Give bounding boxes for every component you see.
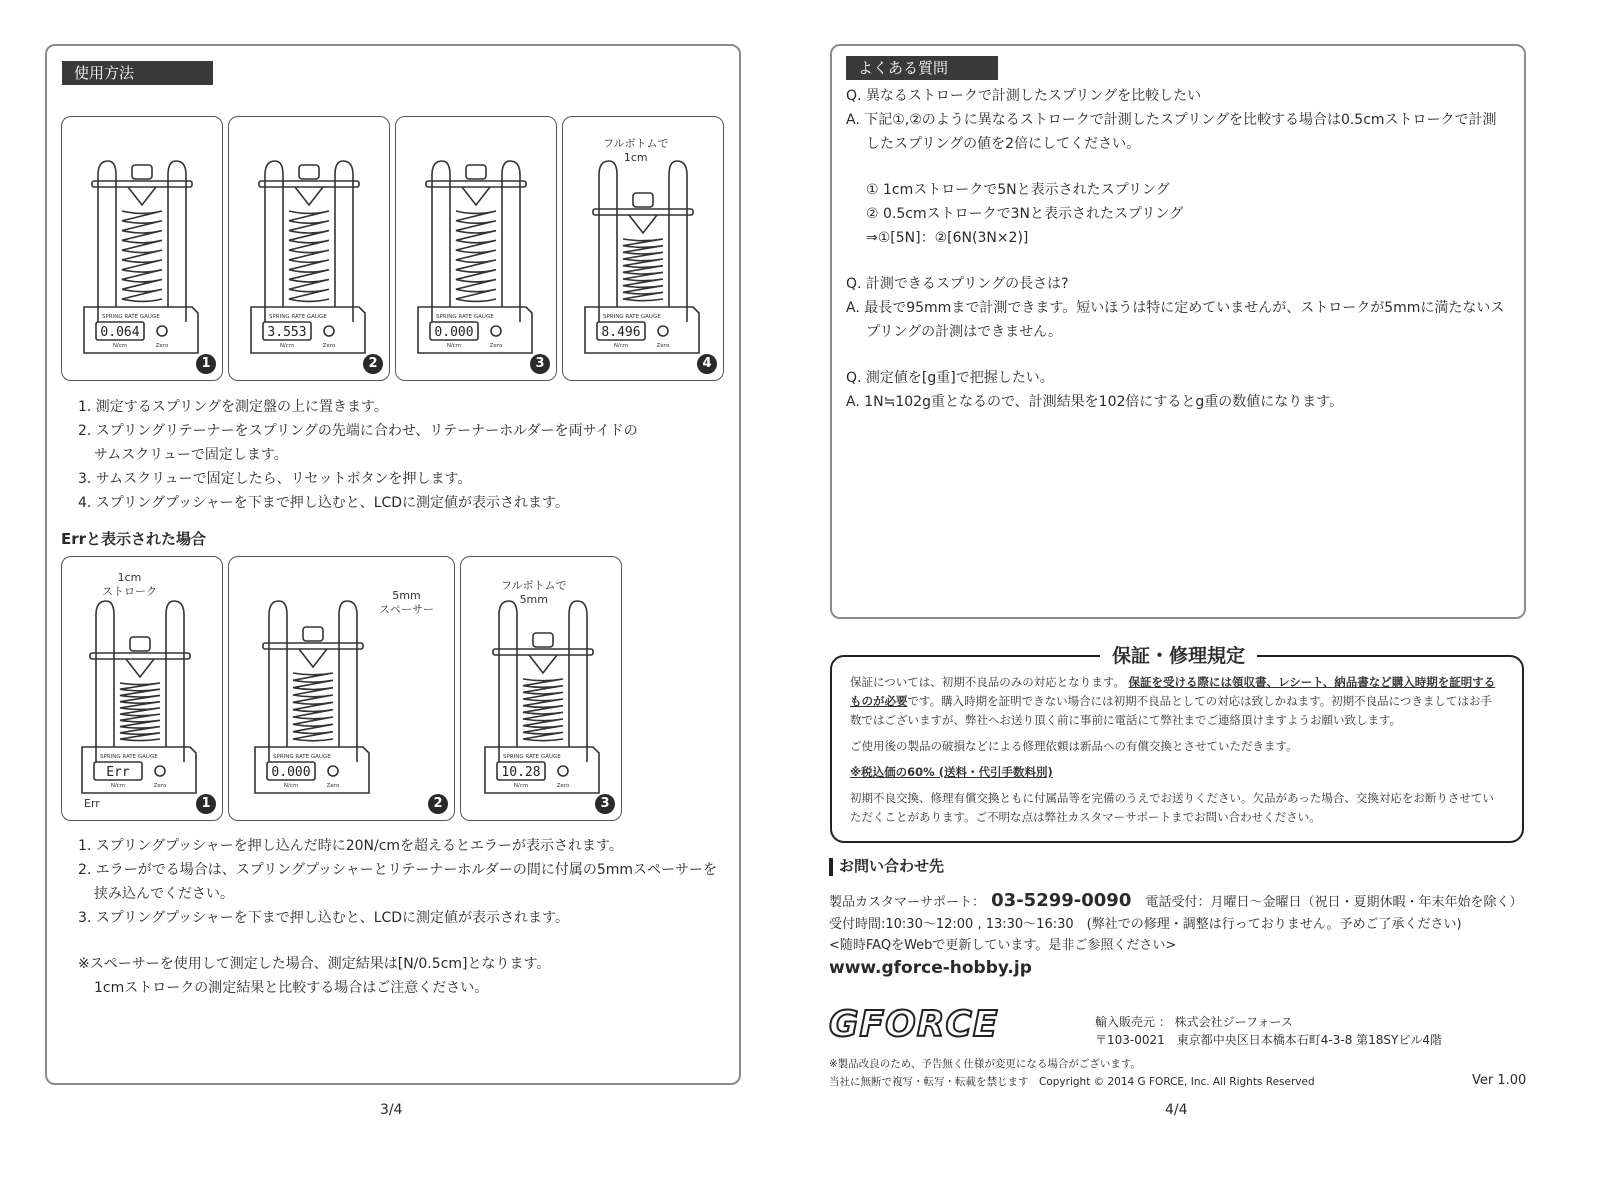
usage-figure-3 — [395, 116, 557, 381]
zero-button — [658, 326, 668, 336]
err-section-title: Errと表示された場合 — [61, 530, 207, 548]
faq-line-11: プリングの計測はできません。 — [866, 324, 1062, 340]
faq-line-14: A. 1N≒102g重となるので、計測結果を102倍にするとg重の数値になります。 — [846, 394, 1344, 410]
err-step-2-cont: 挟み込んでください。 — [94, 886, 234, 902]
spring-retainer — [126, 659, 154, 677]
gauge-right-post — [168, 161, 186, 322]
warranty-line-2: ものが必要です。購入時期を証明できない場合には初期不良品としての対応は致しかねます。初期不良品につきましてはお手 — [850, 694, 1492, 708]
gauge-brand-label: SPRING RATE GAUGE — [100, 754, 158, 760]
retainer-holder — [493, 649, 593, 655]
lcd-unit: N/cm — [279, 343, 295, 349]
figure-number-badge: 2 — [363, 354, 383, 374]
disclaimer-line-2: 当社に無断で複写・転写・転載を禁じます Copyright © 2014 G FORCE, Inc. All Rights Reserved — [829, 1076, 1315, 1088]
err-figure-3 — [460, 556, 622, 821]
err-step-2: 2. エラーがでる場合は、スプリングプッシャーとリテーナーホルダーの間に付属の5mmスペーサーを — [78, 862, 718, 878]
err-step-3: 3. スプリングプッシャーを下まで押し込むと、LCDに測定値が表示されます。 — [78, 910, 569, 926]
spring-retainer — [462, 187, 490, 205]
warranty-title: 保証・修理規定 — [1100, 641, 1257, 668]
gauge-left-post — [599, 161, 617, 322]
err-step-1: 1. スプリングプッシャーを押し込んだ時に20N/cmを超えるとエラーが表示されます。 — [78, 838, 623, 854]
err-steps — [78, 834, 717, 930]
gforce-logo — [829, 1004, 998, 1045]
disclaimer-line-1: ※製品改良のため、予告無く仕様が変更になる場合がございます。 — [829, 1058, 1142, 1070]
usage-step-2-cont: サムスクリューで固定します。 — [94, 447, 288, 463]
spring-pusher — [466, 165, 486, 179]
warranty-line-1: 保証については、初期不良品のみの対応となります。 保証を受ける際には領収書、レシート、納品書など購入時期を証明する — [850, 675, 1496, 689]
distributor — [1095, 1013, 1442, 1049]
support-phone[interactable]: 03-5299-0090 — [991, 890, 1132, 911]
gauge-right-post — [339, 601, 357, 762]
retainer-holder — [259, 181, 359, 187]
spring-pusher — [533, 633, 553, 647]
support-line: 製品カスタマーサポート： 03-5299-0090 電話受付：月曜日〜金曜日（祝日・夏期休暇・年末年始を除く） — [829, 890, 1523, 911]
zero-button-label: Zero — [656, 343, 670, 349]
retainer-holder — [90, 653, 190, 659]
spring — [456, 211, 496, 301]
spring-retainer — [529, 655, 557, 673]
spacer-note-line-2: 1cmストロークの測定結果と比較する場合はご注意ください。 — [94, 980, 489, 996]
gauge-illustration — [229, 117, 389, 380]
faq-web-note: <随時FAQをWebで更新しています。是非ご参照ください> — [829, 938, 1177, 953]
disclaimer — [829, 1055, 1315, 1091]
spring — [120, 683, 160, 741]
usage-header: 使用方法 — [62, 61, 213, 85]
figure-number-badge: 4 — [697, 354, 717, 374]
faq-line-8 — [846, 250, 1504, 272]
website-link[interactable]: www.gforce-hobby.jp — [829, 958, 1032, 978]
gauge-brand-label: SPRING RATE GAUGE — [503, 754, 561, 760]
gauge-left-post — [265, 161, 283, 322]
lcd-value: 0.000 — [434, 325, 474, 340]
gauge-brand-label: SPRING RATE GAUGE — [603, 314, 661, 320]
spring — [293, 673, 333, 741]
gauge-brand-label: SPRING RATE GAUGE — [436, 314, 494, 320]
page-number-right: 4/4 — [1165, 1102, 1188, 1118]
distributor-name: 輸入販売元 ： 株式会社ジーフォース — [1095, 1015, 1293, 1029]
zero-button-label: Zero — [322, 343, 336, 349]
err-indicator-label: Err — [84, 797, 100, 810]
warranty-line-6: 初期不良交換、修理有償交換ともに付属品等を完備のうえでお送りください。欠品があった場合、交換対応をお断りさせてい — [850, 791, 1494, 805]
zero-button — [491, 326, 501, 336]
warranty-line-5: ※税込価の60% (送料・代引手数料別) — [850, 765, 1053, 779]
spring-pusher — [130, 637, 150, 651]
faq-line-5: ① 1cmストロークで5Nと表示されたスプリング — [866, 182, 1170, 198]
faq-line-10: A. 最長で95mmまで計測できます。短いほうは特に定めていませんが、ストロークが5mmに満たないス — [846, 300, 1505, 316]
gforce-logo-text: GFORCE — [829, 1004, 999, 1045]
faq-line-4 — [846, 156, 1504, 178]
figure-callout: フルボトムで 5mm — [501, 579, 567, 606]
zero-button-label: Zero — [489, 343, 503, 349]
zero-button — [155, 766, 165, 776]
usage-figure-1 — [61, 116, 223, 381]
lcd-unit: N/cm — [112, 343, 128, 349]
spring-retainer — [629, 215, 657, 233]
gauge-right-post — [502, 161, 520, 322]
gauge-left-post — [432, 161, 450, 322]
zero-button — [558, 766, 568, 776]
lcd-value: Err — [106, 765, 130, 780]
gauge-left-post — [98, 161, 116, 322]
spring-pusher — [132, 165, 152, 179]
figure-number-badge: 1 — [196, 354, 216, 374]
spring — [623, 239, 663, 301]
spring-retainer — [128, 187, 156, 205]
figure-callout: 1cm ストローク — [102, 571, 157, 598]
figure-number-badge: 3 — [530, 354, 550, 374]
spring — [122, 211, 162, 301]
usage-figure-2 — [228, 116, 390, 381]
spacer-note — [78, 952, 550, 1000]
lcd-unit: N/cm — [283, 783, 299, 789]
zero-button — [328, 766, 338, 776]
gauge-illustration — [396, 117, 556, 380]
spring — [523, 679, 563, 741]
spacer-note-line-1: ※スペーサーを使用して測定した場合、測定結果は[N/0.5cm]となります。 — [78, 956, 551, 972]
spring-pusher — [299, 165, 319, 179]
page-number-left: 3/4 — [380, 1102, 403, 1118]
spring-retainer — [295, 187, 323, 205]
gauge-brand-label: SPRING RATE GAUGE — [102, 314, 160, 320]
gauge-right-post — [335, 161, 353, 322]
figure-number-badge: 3 — [595, 794, 615, 814]
warranty-line-4: ご使用後の製品の破損などによる修理依頼は新品への有償交換とさせていただきます。 — [850, 739, 1298, 753]
faq-line-12 — [846, 344, 1504, 366]
warranty-line-3: 数ではございますが、弊社へお送り頂く前に事前に電話にて弊社までご連絡頂けますようお願い致します。 — [850, 713, 1402, 727]
figure-callout: 5mm スペーサー — [379, 589, 434, 616]
faq-list — [846, 84, 1504, 414]
gauge-right-post — [569, 601, 587, 762]
zero-button — [157, 326, 167, 336]
lcd-unit: N/cm — [513, 783, 529, 789]
err-figure-1 — [61, 556, 223, 821]
figure-number-badge: 2 — [428, 794, 448, 814]
gauge-illustration — [62, 117, 222, 380]
usage-steps — [78, 395, 638, 515]
retainer-holder — [593, 209, 693, 215]
zero-button-label: Zero — [155, 343, 169, 349]
faq-line-1: Q. 異なるストロークで計測したスプリングを比較したい — [846, 88, 1202, 104]
version: Ver 1.00 — [1472, 1073, 1527, 1088]
faq-line-9: Q. 計測できるスプリングの長さは? — [846, 276, 1069, 292]
zero-button-label: Zero — [326, 783, 340, 789]
support-hours: 受付時間:10:30〜12:00 , 13:30〜16:30 (弊社での修理・調整は行っておりません。予めご了承ください) — [829, 917, 1462, 932]
lcd-value: 3.553 — [267, 325, 307, 340]
spring-pusher — [303, 627, 323, 641]
zero-button-label: Zero — [556, 783, 570, 789]
lcd-value: 0.000 — [271, 765, 311, 780]
err-figure-2 — [228, 556, 455, 821]
faq-line-6: ② 0.5cmストロークで3Nと表示されたスプリング — [866, 206, 1184, 222]
spring-pusher — [633, 193, 653, 207]
warranty-line-7: ただくことがあります。ご不明な点は弊社カスタマーサポートまでお問い合わせください。 — [850, 810, 1321, 824]
usage-step-1: 1. 測定するスプリングを測定盤の上に置きます。 — [78, 399, 388, 415]
faq-line-7: ⇒①[5N]：②[6N(3N×2)] — [866, 230, 1029, 246]
faq-line-3: したスプリングの値を2倍にしてください。 — [866, 136, 1141, 152]
retainer-holder — [92, 181, 192, 187]
lcd-value: 8.496 — [601, 325, 641, 340]
lcd-unit: N/cm — [613, 343, 629, 349]
warranty-text — [850, 673, 1495, 827]
retainer-holder — [263, 643, 363, 649]
faq-line-13: Q. 測定値を[g重]で把握したい。 — [846, 370, 1054, 386]
retainer-holder — [426, 181, 526, 187]
contact-title: お問い合わせ先 — [829, 856, 944, 877]
gauge-left-post — [269, 601, 287, 762]
lcd-value: 0.064 — [100, 325, 140, 340]
usage-step-3: 3. サムスクリューで固定したら、リセットボタンを押します。 — [78, 471, 472, 487]
faq-line-2: A. 下記①,②のように異なるストロークで計測したスプリングを比較する場合は0.5cmストロークで計測 — [846, 112, 1497, 128]
lcd-value: 10.28 — [501, 765, 541, 780]
spring — [289, 211, 329, 301]
distributor-address: 〒103-0021 東京都中央区日本橋本石町4-3-8 第18SYビル4階 — [1095, 1033, 1443, 1047]
gauge-brand-label: SPRING RATE GAUGE — [273, 754, 331, 760]
gauge-left-post — [96, 601, 114, 762]
usage-step-4: 4. スプリングプッシャーを下まで押し込むと、LCDに測定値が表示されます。 — [78, 495, 569, 511]
zero-button-label: Zero — [153, 783, 167, 789]
usage-step-2: 2. スプリングリテーナーをスプリングの先端に合わせ、リテーナーホルダーを両サイドの — [78, 423, 638, 439]
lcd-unit: N/cm — [446, 343, 462, 349]
figure-callout: フルボトムで 1cm — [603, 137, 669, 164]
figure-number-badge: 1 — [196, 794, 216, 814]
zero-button — [324, 326, 334, 336]
faq-header: よくある質問 — [846, 56, 998, 80]
usage-figure-4 — [562, 116, 724, 381]
gauge-right-post — [669, 161, 687, 322]
contact-title-bar — [829, 858, 833, 876]
gauge-left-post — [499, 601, 517, 762]
spring-retainer — [299, 649, 327, 667]
gauge-right-post — [166, 601, 184, 762]
lcd-unit: N/cm — [110, 783, 126, 789]
gauge-brand-label: SPRING RATE GAUGE — [269, 314, 327, 320]
